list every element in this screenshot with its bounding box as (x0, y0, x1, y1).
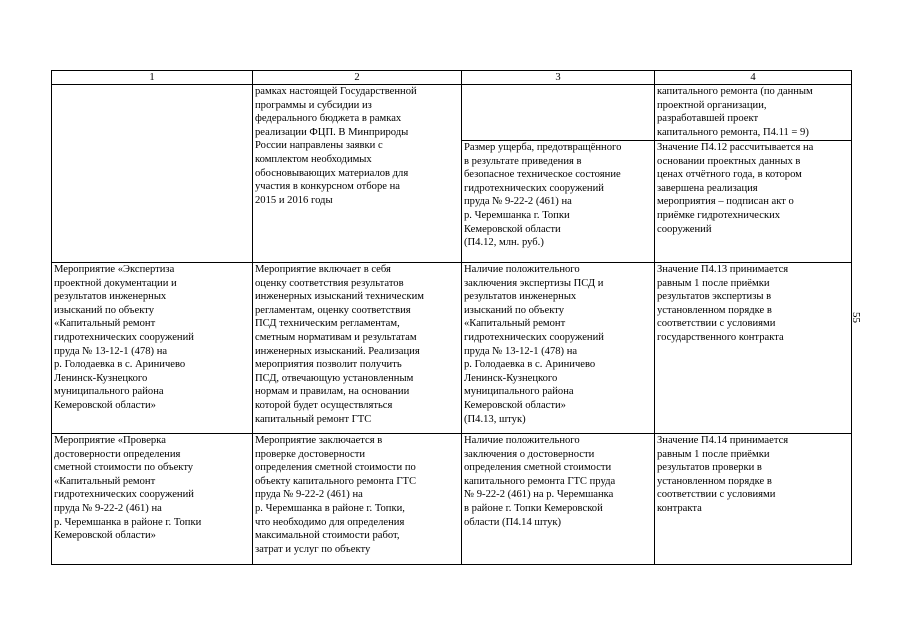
row3-col2-cell: Мероприятие заключается в проверке достоверности определения сметной стоимости по объекту капитального ремонта ГТС пруда № 9-22-2 (461) на р. Черемшанка в районе г. Топки, что необходимо для определения максимальной стоимости работ, затрат и услуг по объекту (253, 434, 462, 565)
header-cell-4: 4 (655, 71, 852, 85)
row3-col3-cell: Наличие положительного заключения о достоверности определения сметной стоимости капитального ремонта ГТС пруда № 9-22-2 (461) на р. Черемшанка в районе г. Топки Кемеровской области (П4.14 штук) (462, 434, 655, 565)
row1-col3-top-cell (462, 85, 655, 141)
row1-col4-bottom-cell: Значение П4.12 рассчитывается на основании проектных данных в ценах отчётного года, в котором завершена реализация мероприятия – подписан акт о приёмке гидротехнических сооружений (655, 141, 852, 263)
header-cell-3: 3 (462, 71, 655, 85)
table-row (52, 434, 852, 565)
row2-col1-cell: Мероприятие «Экспертиза проектной документации и результатов инженерных изысканий по объекту «Капитальный ремонт гидротехнических сооружений пруда № 13-12-1 (478) на р. Голодаевка в с. Ариничево Ленинск-Кузнецкого муниципального района Кемеровской области» (52, 263, 253, 434)
document-table (51, 70, 852, 565)
header-cell-1: 1 (52, 71, 253, 85)
row1-col4-top-cell: капитального ремонта (по данным проектной организации, разработавшей проект капитального ремонта, П4.11 = 9) (655, 85, 852, 141)
row2-col2-cell: Мероприятие включает в себя оценку соответствия результатов инженерных изысканий техническим регламентам, оценку соответствия ПСД техническим регламентам, сметным нормативам и результатам инженерных изысканий. Реализация мероприятия позволит получить ПСД, отвечающую установленным нормам и правилам, на основании которой будет осуществляться капитальный ремонт ГТС (253, 263, 462, 434)
table-row (52, 263, 852, 434)
row3-col1-cell: Мероприятие «Проверка достоверности определения сметной стоимости по объекту «Капитальный ремонт гидротехнических сооружений пруда № 9-22-2 (461) на р. Черемшанка в районе г. Топки Кемеровской области» (52, 434, 253, 565)
header-row (52, 71, 852, 85)
table-row (52, 85, 852, 141)
row3-col4-cell: Значение П4.14 принимается равным 1 после приёмки результатов проверки в установленном порядке в соответствии с условиями контракта (655, 434, 852, 565)
row2-col3-cell: Наличие положительного заключения экспертизы ПСД и результатов инженерных изысканий по объекту «Капитальный ремонт гидротехнических сооружений пруда № 13-12-1 (478) на р. Голодаевка в с. Ариничево Ленинск-Кузнецкого муниципального района Кемеровской области» (П4.13, штук) (462, 263, 655, 434)
row1-col2-cell: рамках настоящей Государственной программы и субсидии из федерального бюджета в рамках реализации ФЦП. В Минприроды России направлены заявки с комплектом необходимых обосновывающих материалов для участия в конкурсном отборе на 2015 и 2016 годы (253, 85, 462, 263)
row1-col3-bottom-cell: Размер ущерба, предотвращённого в результате приведения в безопасное техническое состояние гидротехнических сооружений пруда № 9-22-2 (461) на р. Черемшанка г. Топки Кемеровской области (П4.12, млн. руб.) (462, 141, 655, 263)
row1-col1-cell (52, 85, 253, 263)
row2-col4-cell: Значение П4.13 принимается равным 1 после приёмки результатов экспертизы в установленном порядке в соответствии с условиями государственного контракта (655, 263, 852, 434)
header-cell-2: 2 (253, 71, 462, 85)
page-number: 55 (850, 312, 862, 323)
